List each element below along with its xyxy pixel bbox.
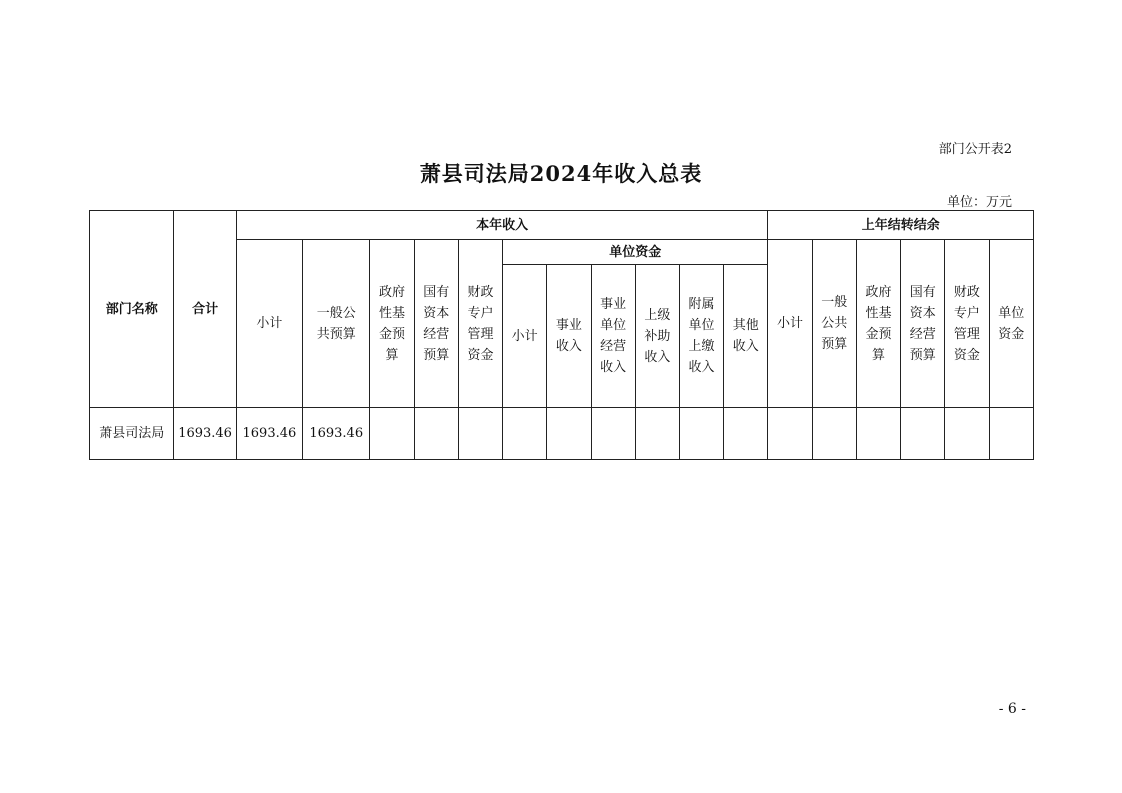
header-current-gov-fund-label: 政府性基金预算 [379,284,406,363]
header-current-general-budget-label: 一般公共预算 [316,305,356,342]
cell-empty [724,408,768,460]
header-operating-income-label: 事业单位经营收入 [600,297,627,375]
unit-label: 单位：万元 [946,195,1012,210]
header-total [174,211,236,408]
header-prior-general-budget [812,240,856,408]
cell-empty [768,408,812,460]
header-dept [90,211,174,408]
header-unit-subtotal-label: 小计 [511,328,538,344]
header-current-income [236,211,768,240]
header-affiliated-income-label: 附属单位上缴收入 [688,297,715,375]
header-prior-state-capital [901,240,945,408]
page-number: - 6 - [998,701,1026,717]
cell-empty [812,408,856,460]
header-unit-funds-label: 单位资金 [609,244,662,260]
cell-empty [503,408,547,460]
cell-empty [945,408,989,460]
header-dept-label: 部门名称 [105,301,158,317]
header-current-fiscal-special-label: 财政专户管理资金 [467,284,494,363]
header-current-gov-fund [370,240,414,408]
header-prior-state-capital-label: 国有资本经营预算 [909,284,936,363]
cell-empty [901,408,945,460]
header-operating-income [591,265,635,408]
header-current-state-capital-label: 国有资本经营预算 [423,284,450,363]
cell-empty [370,408,414,460]
header-subsidy-income [635,265,679,408]
header-other-income-label: 其他收入 [732,318,759,354]
header-current-fiscal-special [458,240,502,408]
cell-dept: 萧县司法局 [90,408,174,460]
header-current-state-capital [414,240,458,408]
cell-empty [458,408,502,460]
header-unit-funds [503,240,768,265]
cell-empty [635,408,679,460]
header-current-subtotal [236,240,302,408]
header-business-income [547,265,591,408]
cell-general-budget: 1693.46 [303,408,370,460]
header-current-income-label: 本年收入 [476,217,529,233]
income-summary-table [89,210,1034,460]
header-prior-subtotal-label: 小计 [777,316,804,331]
header-current-general-budget [303,240,370,408]
header-prior-fiscal-special-label: 财政专户管理资金 [953,284,980,363]
header-business-income-label: 事业收入 [555,318,582,354]
header-prior-unit-funds [989,240,1033,408]
header-prior-carryover-label: 上年结转结余 [861,217,940,233]
header-prior-unit-funds-label: 单位资金 [998,305,1025,342]
header-other-income [724,265,768,408]
cell-total: 1693.46 [174,408,236,460]
header-current-subtotal-label: 小计 [256,316,283,331]
table-tag: 部门公开表2 [938,142,1012,157]
header-prior-carryover [768,211,1034,240]
cell-empty [989,408,1033,460]
table-row [90,408,1034,460]
cell-current-subtotal: 1693.46 [236,408,302,460]
header-total-label: 合计 [192,301,219,317]
page-title: 萧县司法局2024年收入总表 [419,161,703,186]
header-prior-subtotal [768,240,812,408]
header-prior-gov-fund [856,240,900,408]
cell-empty [547,408,591,460]
header-subsidy-income-label: 上级补助收入 [644,307,671,365]
cell-empty [856,408,900,460]
cell-empty [591,408,635,460]
header-prior-fiscal-special [945,240,989,408]
header-prior-gov-fund-label: 政府性基金预算 [865,284,892,363]
cell-empty [414,408,458,460]
cell-empty [679,408,723,460]
header-prior-general-budget-label: 一般公共预算 [821,295,848,352]
header-affiliated-income [679,265,723,408]
header-unit-subtotal [503,265,547,408]
